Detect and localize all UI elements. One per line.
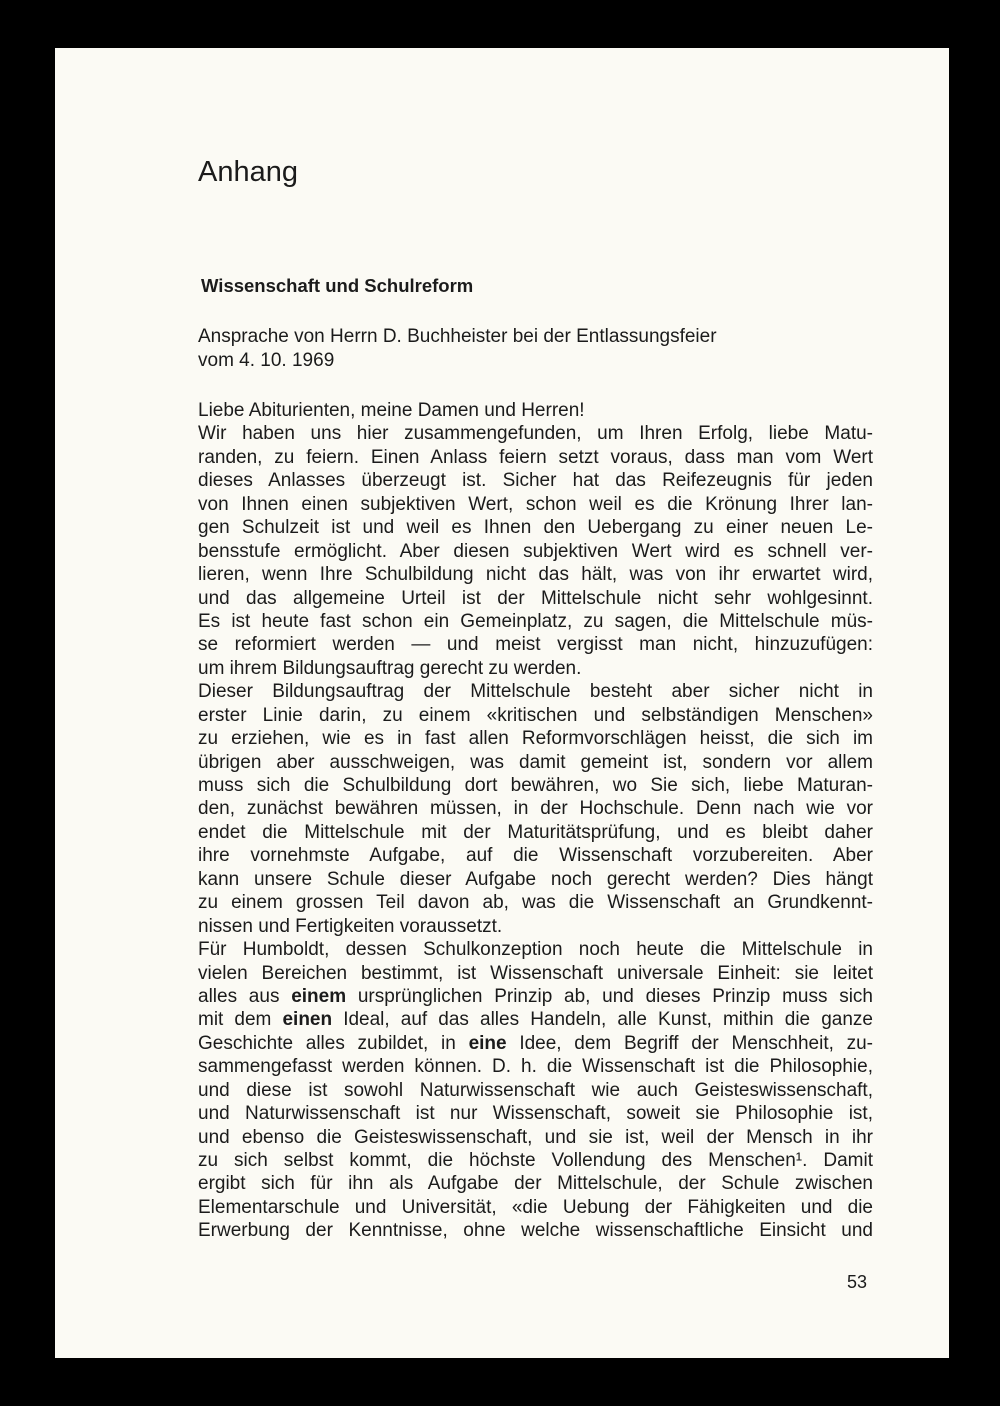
- speech-subtitle: [198, 325, 717, 372]
- body-line: den, zunächst bewähren müssen, in der Hochschule. Denn nach wie vor: [198, 798, 873, 820]
- body-line: endet die Mittelschule mit der Maturitätsprüfung, und es bleibt daher: [198, 821, 873, 843]
- body-line: dieses Anlasses überzeugt ist. Sicher hat das Reifezeugnis für jeden: [198, 470, 873, 492]
- body-line: kann unsere Schule dieser Aufgabe noch gerecht werden? Dies hängt: [198, 868, 873, 890]
- body-line: erster Linie darin, zu einem «kritischen und selbständigen Menschen»: [198, 704, 873, 726]
- body-line: [198, 1032, 873, 1055]
- emphasis-word: einen: [282, 1009, 333, 1031]
- body-line: Für Humboldt, dessen Schulkonzeption noch heute die Mittelschule in: [198, 939, 873, 961]
- body-line: [198, 1008, 873, 1031]
- body-line: ihre vornehmste Aufgabe, auf die Wissenschaft vorzubereiten. Aber: [198, 845, 873, 867]
- body-line: sammengefasst werden können. D. h. die Wissenschaft ist die Philosophie,: [198, 1056, 873, 1078]
- body-text-run: ursprünglichen Prinzip ab, und dieses Prinzip muss sich: [346, 985, 873, 1007]
- body-line: Es ist heute fast schon ein Gemeinplatz, zu sagen, die Mittelschule müs-: [198, 610, 873, 632]
- body-text-run: Idee, dem Begriff der Menschheit, zu-: [506, 1032, 873, 1054]
- body-text: [198, 399, 873, 1243]
- emphasis-word: eine: [468, 1032, 507, 1054]
- body-text-run: Ideal, auf das alles Handeln, alle Kunst, mithin die ganze: [332, 1009, 873, 1031]
- body-line: Erwerbung der Kenntnisse, ohne welche wissenschaftliche Einsicht und: [198, 1220, 873, 1242]
- body-line: von Ihnen einen subjektiven Wert, schon weil es die Krönung Ihrer lan-: [198, 493, 873, 515]
- body-text-run: alles aus: [198, 985, 292, 1007]
- section-title: Wissenschaft und Schulreform: [201, 275, 474, 296]
- body-line: und Naturwissenschaft ist nur Wissenschaft, soweit sie Philosophie ist,: [198, 1103, 873, 1125]
- body-line: Wir haben uns hier zusammengefunden, um Ihren Erfolg, liebe Matu-: [198, 423, 873, 445]
- body-line: zu einem grossen Teil davon ab, was die Wissenschaft an Grundkennt-: [198, 892, 873, 914]
- body-line: und diese ist sowohl Naturwissenschaft wie auch Geisteswissenschaft,: [198, 1079, 873, 1101]
- body-line: Dieser Bildungsauftrag der Mittelschule besteht aber sicher nicht in: [198, 681, 873, 703]
- body-line: Liebe Abiturienten, meine Damen und Herren!: [198, 400, 585, 421]
- body-line: und das allgemeine Urteil ist der Mittelschule nicht sehr wohlgesinnt.: [198, 587, 873, 609]
- body-line: se reformiert werden — und meist vergisst man nicht, hinzuzufügen:: [198, 634, 873, 656]
- page-number: 53: [847, 1272, 868, 1292]
- body-line: übrigen aber ausschweigen, was damit gemeint ist, sondern vor allem: [198, 751, 873, 773]
- body-text-run: mit dem: [198, 1009, 283, 1031]
- subtitle-line: Ansprache von Herrn D. Buchheister bei der Entlassungsfeier: [198, 326, 717, 347]
- body-line: lieren, wenn Ihre Schulbildung nicht das hält, was von ihr erwartet wird,: [198, 564, 873, 586]
- body-line: zu sich selbst kommt, die höchste Vollendung des Menschen¹. Damit: [198, 1150, 873, 1171]
- body-line: [198, 985, 873, 1008]
- emphasis-word: einem: [291, 985, 347, 1007]
- body-line: bensstufe ermöglicht. Aber diesen subjektiven Wert wird es schnell ver-: [198, 540, 873, 562]
- body-line: ergibt sich für ihn als Aufgabe der Mittelschule, der Schule zwischen: [198, 1173, 873, 1195]
- body-line: um ihrem Bildungsauftrag gerecht zu werden.: [198, 657, 582, 679]
- document-page: [55, 48, 949, 1358]
- body-line: randen, zu feiern. Einen Anlass feiern setzt voraus, dass man vom Wert: [198, 446, 873, 468]
- body-line: zu erziehen, wie es in fast allen Reformvorschlägen heisst, die sich im: [198, 728, 873, 750]
- body-line: nissen und Fertigkeiten voraussetzt.: [198, 915, 503, 937]
- body-line: gen Schulzeit ist und weil es Ihnen den Uebergang zu einer neuen Le-: [198, 517, 873, 539]
- body-line: und ebenso die Geisteswissenschaft, und sie ist, weil der Mensch in ihr: [198, 1126, 873, 1148]
- body-line: vielen Bereichen bestimmt, ist Wissenschaft universale Einheit: sie leitet: [198, 962, 873, 984]
- subtitle-line: vom 4. 10. 1969: [198, 349, 335, 371]
- body-line: Elementarschule und Universität, «die Uebung der Fähigkeiten und die: [198, 1196, 873, 1218]
- body-text-run: Geschichte alles zubildet, in: [198, 1032, 469, 1054]
- chapter-title: Anhang: [198, 156, 298, 188]
- body-line: muss sich die Schulbildung dort bewähren, wo Sie sich, liebe Maturan-: [198, 775, 873, 796]
